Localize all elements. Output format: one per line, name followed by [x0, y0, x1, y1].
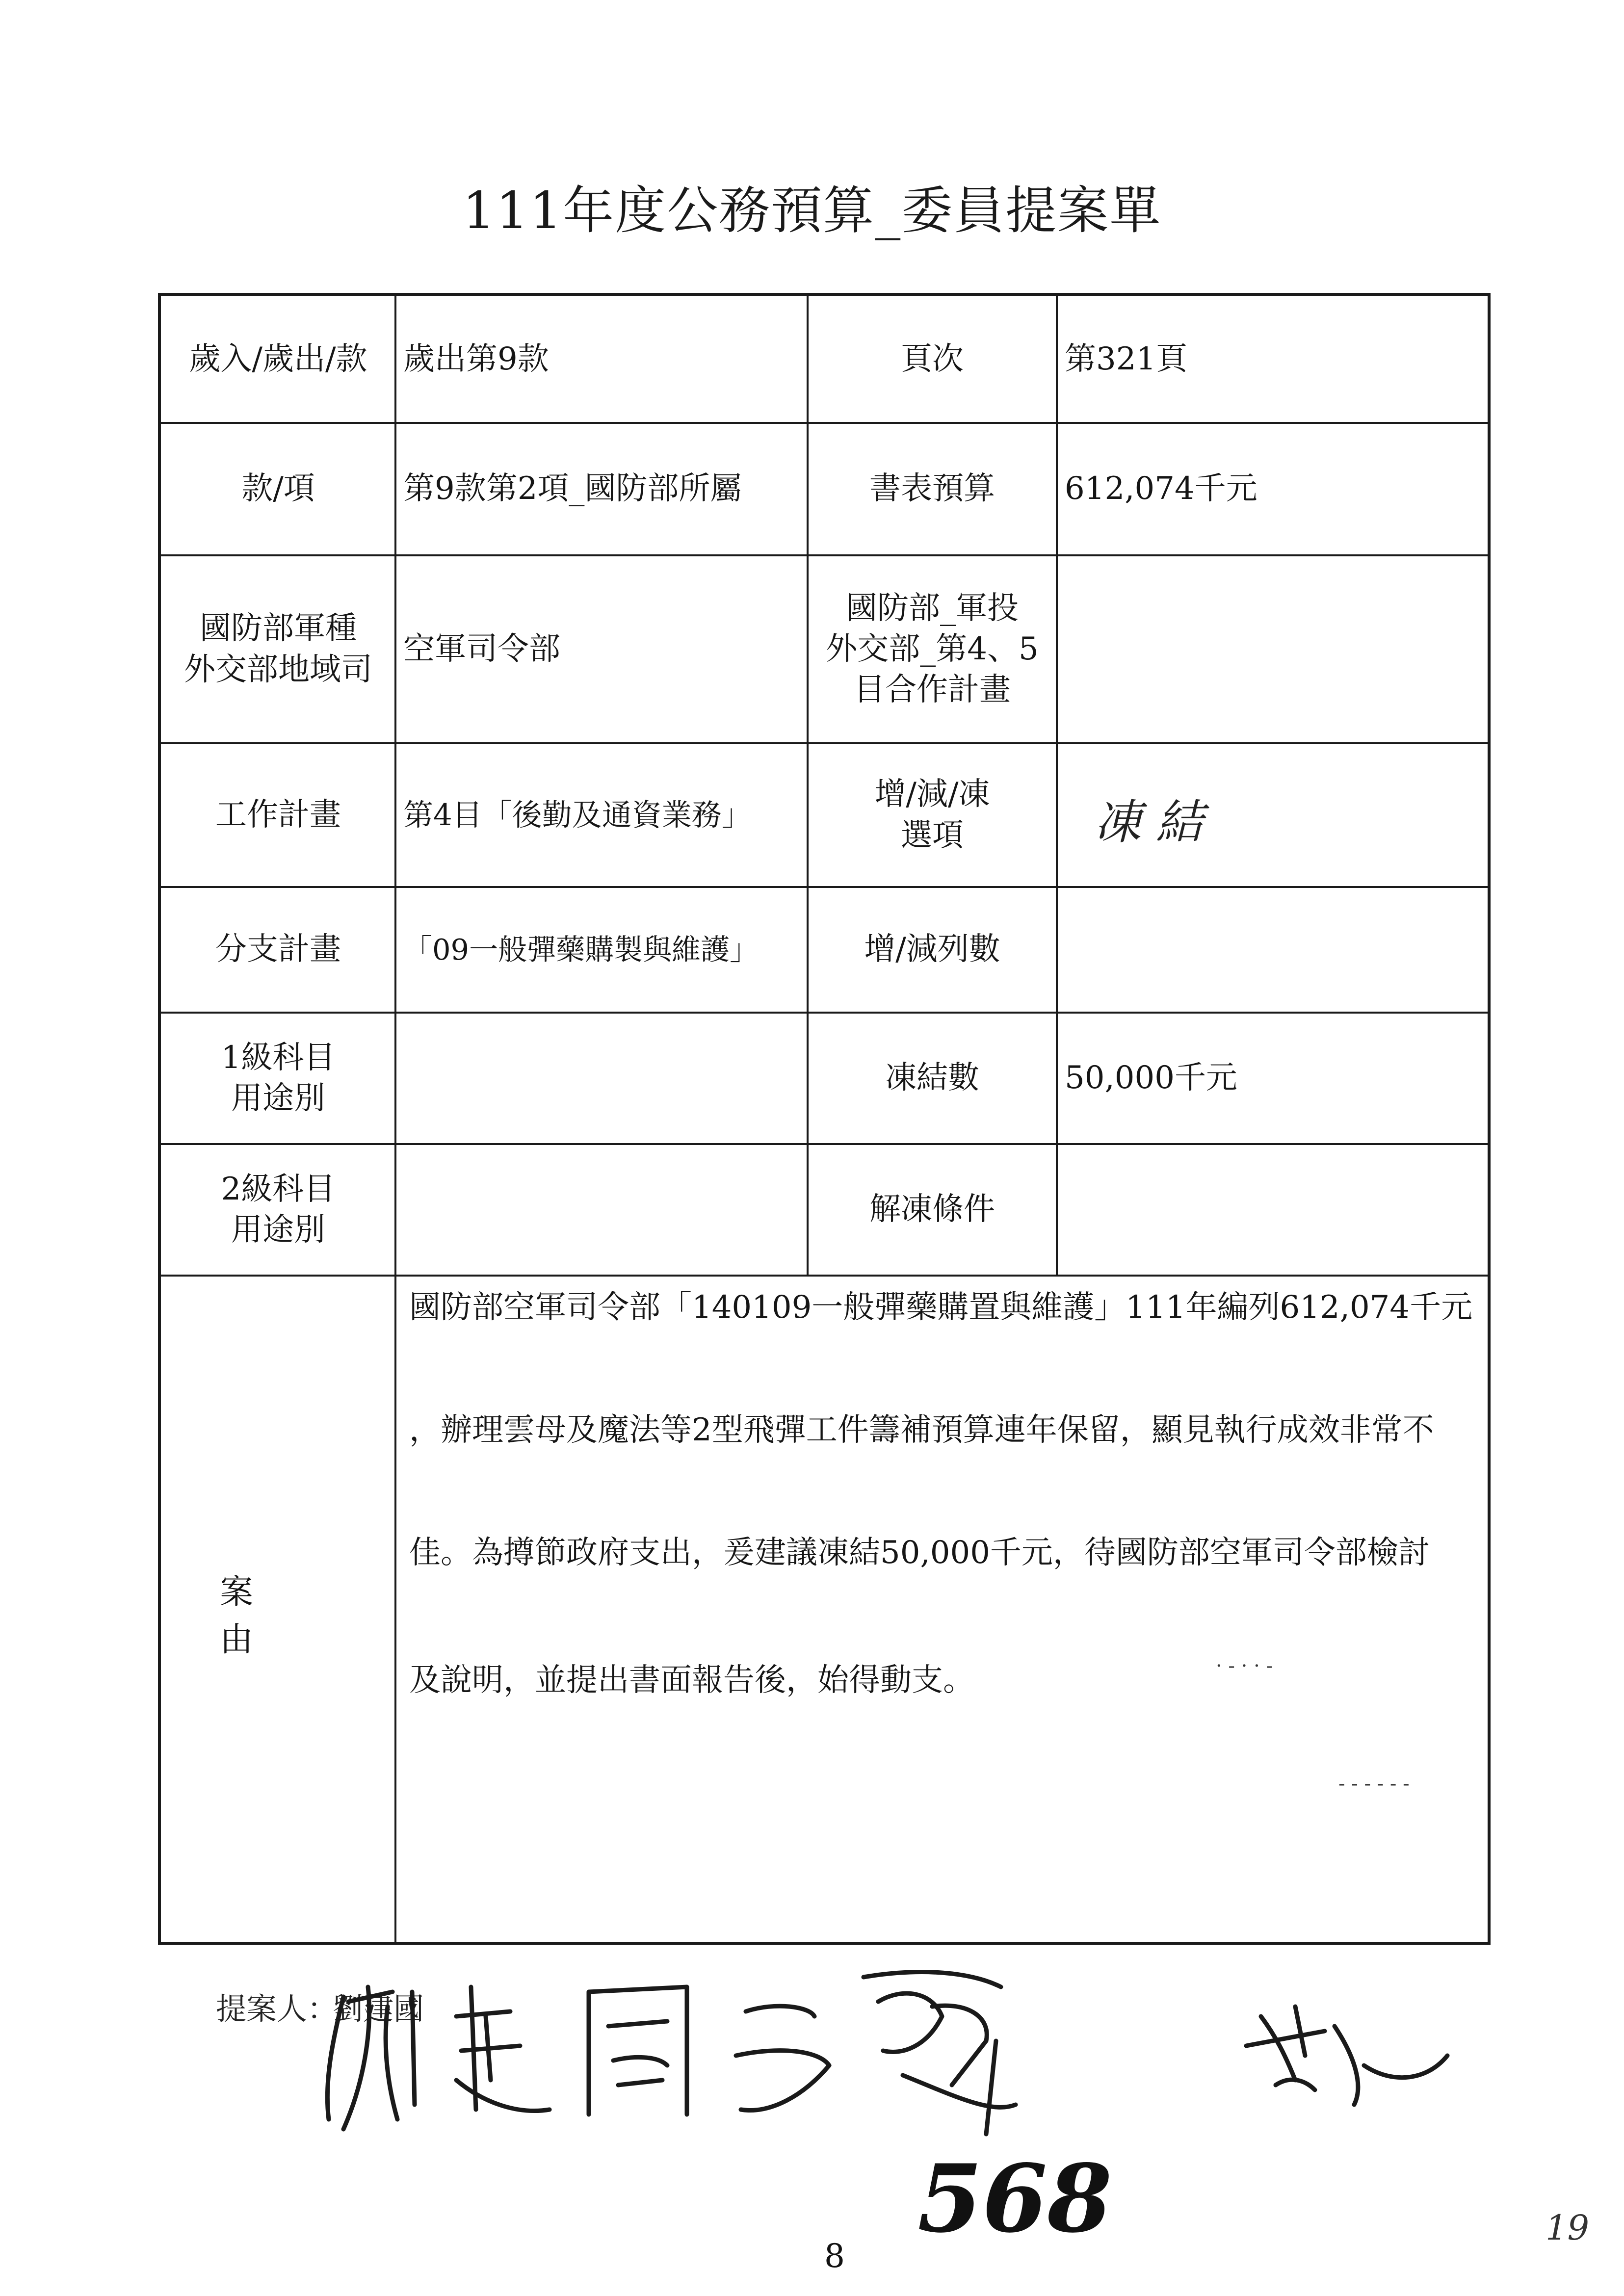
value-page: 第321頁 [1065, 340, 1188, 377]
value-level1-subject [396, 1014, 807, 1143]
value-work-plan: 第4目「後勤及通資業務」 [403, 797, 752, 833]
value-adjust-amount [1058, 888, 1488, 1012]
label-revenue-expenditure: 歲入/歲出/款 [189, 340, 367, 377]
reason-line: 及說明，並提出書面報告後，始得動支。 [409, 1662, 974, 1698]
scan-specks: ‐ ‐ ‐ ‐ ‐ ‐ [1338, 1773, 1410, 1795]
reason-line: ，辦理雲母及魔法等2型飛彈工件籌補預算連年保留，顯見執行成效非常不 [409, 1412, 1434, 1448]
label-branch [161, 556, 395, 742]
label-cooperation-plan [809, 556, 1056, 742]
form-title: 111年度公務預算_委員提案單 [462, 181, 1162, 240]
label-line: 國防部軍種 [200, 610, 357, 647]
reason-line: 國防部空軍司令部「140109一般彈藥購置與維護」111年編列612,074千元 [409, 1289, 1473, 1326]
label-line: 外交部地域司 [184, 651, 372, 688]
value-frozen-amount: 50,000千元 [1065, 1060, 1237, 1096]
value-section-item: 第9款第2項_國防部所屬 [403, 470, 742, 507]
handwritten-freeze-annotation: 凍結 [1094, 795, 1218, 850]
handwritten-signatures [314, 1957, 1541, 2144]
label-line: 外交部_第4、5 [826, 630, 1039, 667]
label-page: 頁次 [901, 340, 964, 377]
value-branch: 空軍司令部 [403, 630, 560, 667]
label-branch-plan: 分支計畫 [215, 931, 341, 968]
label-frozen-amount: 凍結數 [885, 1060, 979, 1096]
label-level2-subject [161, 1145, 395, 1275]
label-line: 用途別 [231, 1212, 325, 1248]
label-line: 2級科目 [221, 1171, 336, 1207]
value-branch-plan: 「09一般彈藥購製與維護」 [403, 932, 759, 966]
label-adjust-option [809, 744, 1056, 886]
handwritten-stamp-number: 568 [917, 2144, 1112, 2253]
row-divider [161, 1275, 1488, 1277]
label-line: 目合作計畫 [854, 672, 1011, 708]
label-line: 用途別 [231, 1080, 325, 1117]
handwritten-corner-number: 19 [1545, 2208, 1590, 2248]
proposer-name: 劉建國 [333, 1991, 424, 2027]
label-line: 1級科目 [221, 1039, 336, 1076]
value-revenue-expenditure: 歲出第9款 [403, 340, 549, 377]
label-line: 國防部_軍投 [846, 590, 1019, 626]
label-reason: 案由 [220, 1573, 313, 1659]
value-level2-subject [396, 1145, 807, 1275]
scan-specks: · ‐ · · ‐ [1216, 1655, 1273, 1677]
value-unfreeze-condition [1058, 1145, 1488, 1275]
page-number: 8 [824, 2237, 845, 2275]
label-statement-budget: 書表預算 [869, 470, 995, 507]
value-statement-budget: 612,074千元 [1065, 470, 1257, 507]
label-unfreeze-condition: 解凍條件 [869, 1191, 995, 1228]
proposer-label: 提案人： [216, 1991, 338, 2027]
label-line: 增/減/凍 [874, 776, 990, 813]
label-adjust-amount: 增/減列數 [864, 931, 1000, 968]
label-level1-subject [161, 1014, 395, 1143]
label-section-item: 款/項 [241, 470, 315, 507]
proposal-form-table [158, 293, 1491, 1945]
label-work-plan: 工作計畫 [215, 796, 341, 833]
label-line: 選項 [901, 817, 964, 854]
reason-line: 佳。為撙節政府支出，爰建議凍結50,000千元，待國防部空軍司令部檢討 [409, 1535, 1430, 1571]
value-cooperation-plan [1058, 556, 1488, 742]
